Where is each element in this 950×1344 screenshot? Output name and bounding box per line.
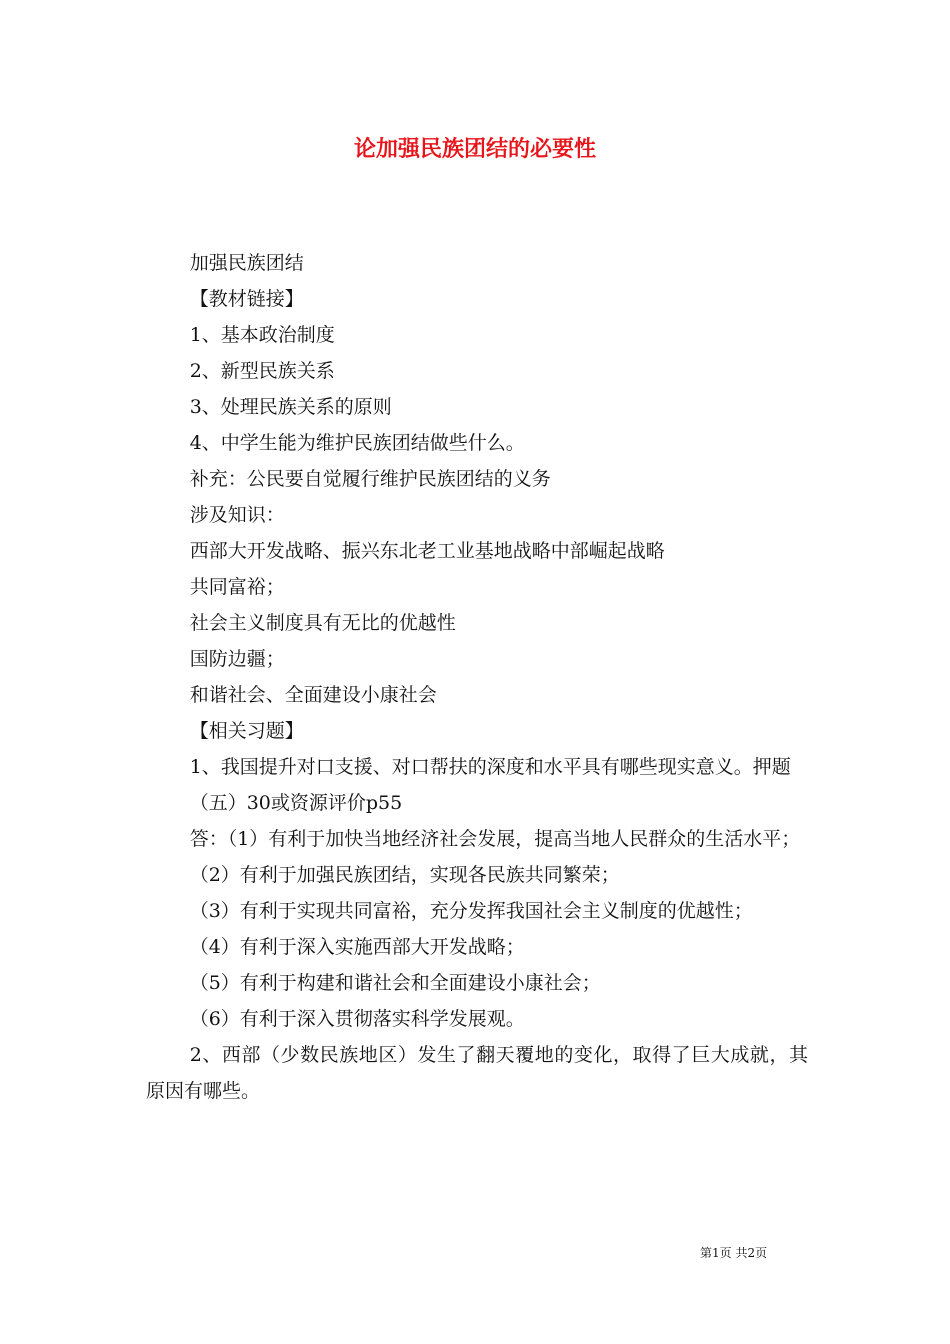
paragraph-strategies: 西部大开发战略、振兴东北老工业基地战略中部崛起战略 [189,540,665,562]
paragraph-textbook-link: 【教材链接】 [189,288,304,310]
paragraph-answer-5: （5）有利于构建和谐社会和全面建设小康社会； [189,972,601,994]
paragraph-related-exercises: 【相关习题】 [189,720,304,742]
paragraph-answer-6: （6）有利于深入贯彻落实科学发展观。 [189,1008,525,1030]
paragraph-border-defense: 国防边疆； [189,648,285,670]
paragraph-question-1: 1、我国提升对口支援、对口帮扶的深度和水平具有哪些现实意义。押题 [189,756,791,778]
paragraph-item-2: 2、新型民族关系 [189,360,335,382]
paragraph-answer-1: 答：（1）有利于加快当地经济社会发展，提高当地人民群众的生活水平； [189,828,801,850]
paragraph-heading: 加强民族团结 [189,252,304,274]
paragraph-answer-3: （3）有利于实现共同富裕，充分发挥我国社会主义制度的优越性； [189,900,753,922]
paragraph-socialism: 社会主义制度具有无比的优越性 [189,612,456,634]
paragraph-answer-2: （2）有利于加强民族团结，实现各民族共同繁荣； [189,864,620,886]
paragraph-answer-4: （4）有利于深入实施西部大开发战略； [189,936,525,958]
paragraph-related-knowledge: 涉及知识： [189,504,285,526]
document-title: 论加强民族团结的必要性 [353,136,596,162]
paragraph-reference: （五）30或资源评价p55 [189,792,403,814]
document-body [146,245,808,1109]
paragraph-item-1: 1、基本政治制度 [189,324,335,346]
paragraph-item-4: 4、中学生能为维护民族团结做些什么。 [189,432,525,454]
page-number-footer: 第1页 共2页 [700,1246,768,1260]
paragraph-common-prosperity: 共同富裕； [189,576,285,598]
paragraph-harmonious-society: 和谐社会、全面建设小康社会 [189,684,437,706]
paragraph-supplement: 补充：公民要自觉履行维护民族团结的义务 [189,468,551,490]
paragraph-question-2: 2、西部（少数民族地区）发生了翻天覆地的变化，取得了巨大成就，其原因有哪些。 [146,1044,808,1102]
paragraph-item-3: 3、处理民族关系的原则 [189,396,392,418]
